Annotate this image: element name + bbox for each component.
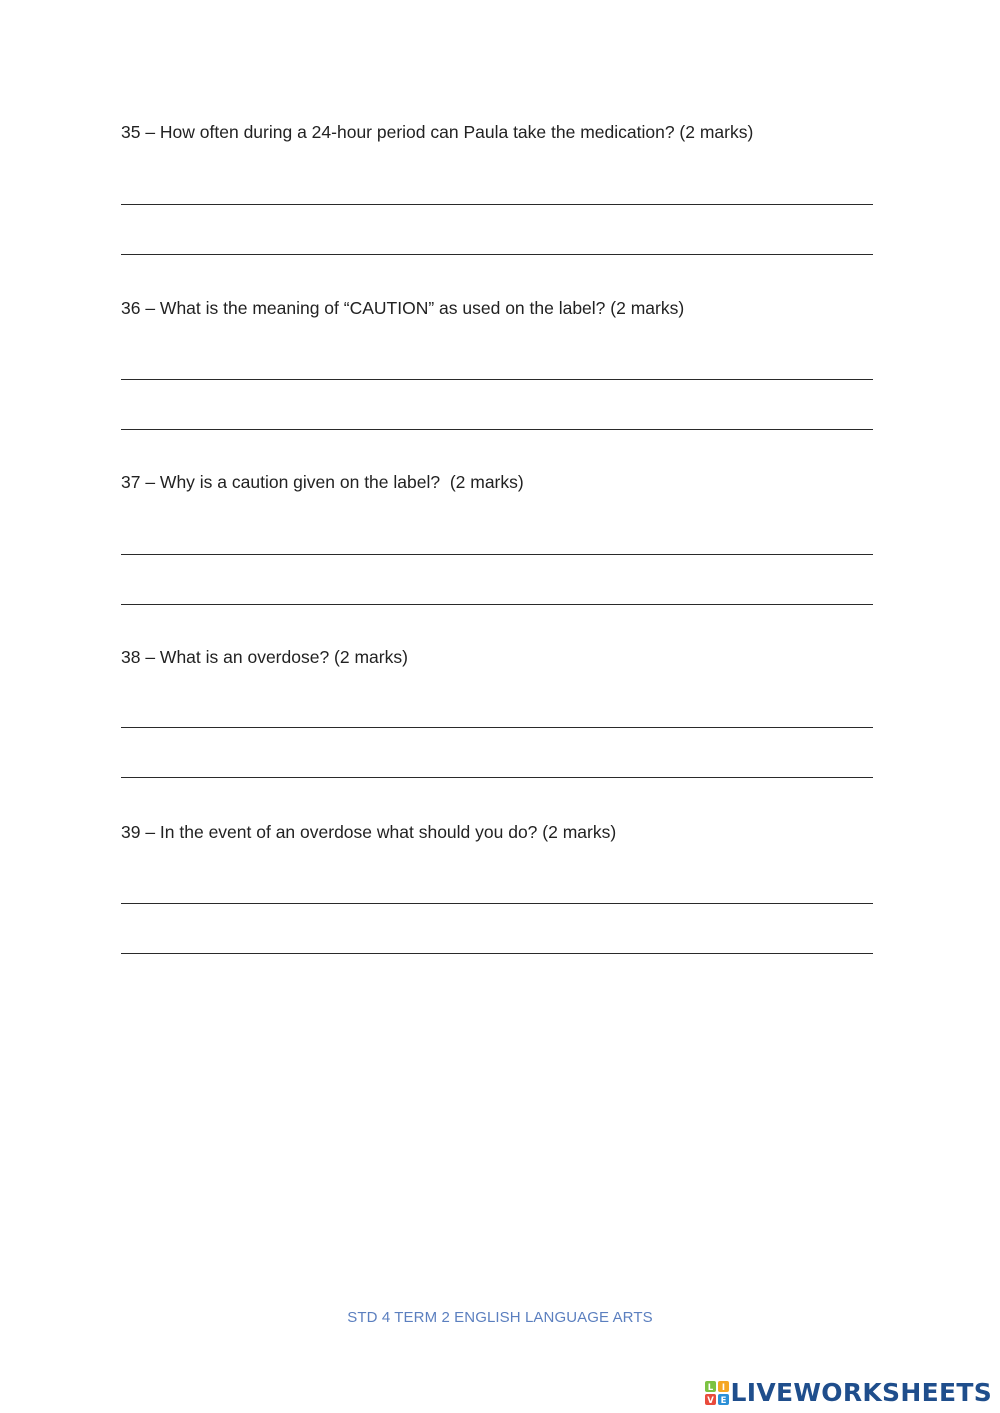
brand-name: LIVEWORKSHEETS: [730, 1378, 992, 1407]
svg-text:I: I: [721, 1382, 725, 1393]
footer-title: STD 4 TERM 2 ENGLISH LANGUAGE ARTS: [347, 1309, 653, 1326]
answer-line-39-1[interactable]: [121, 903, 873, 904]
question-35: 35 – How often during a 24-hour period can Paula take the medication? (2 marks): [121, 122, 754, 142]
question-37: 37 – Why is a caution given on the label? (2 marks): [121, 472, 524, 492]
answer-line-35-1[interactable]: [121, 204, 873, 205]
answer-line-39-2[interactable]: [121, 953, 873, 954]
answer-line-37-2[interactable]: [121, 604, 873, 605]
question-38: 38 – What is an overdose? (2 marks): [121, 647, 408, 667]
answer-line-38-2[interactable]: [121, 777, 873, 778]
question-36: 36 – What is the meaning of “CAUTION” as used on the label? (2 marks): [121, 298, 685, 318]
answer-line-36-1[interactable]: [121, 379, 873, 380]
svg-text:L: L: [707, 1382, 713, 1393]
liveworksheets-brand[interactable]: [705, 1378, 992, 1408]
question-39: 39 – In the event of an overdose what should you do? (2 marks): [121, 822, 617, 842]
svg-text:E: E: [720, 1395, 726, 1405]
answer-line-35-2[interactable]: [121, 254, 873, 255]
answer-line-37-1[interactable]: [121, 554, 873, 555]
answer-line-36-2[interactable]: [121, 429, 873, 430]
answer-line-38-1[interactable]: [121, 727, 873, 728]
liveworksheets-logo-icon: [705, 1381, 729, 1405]
svg-text:V: V: [706, 1395, 714, 1405]
